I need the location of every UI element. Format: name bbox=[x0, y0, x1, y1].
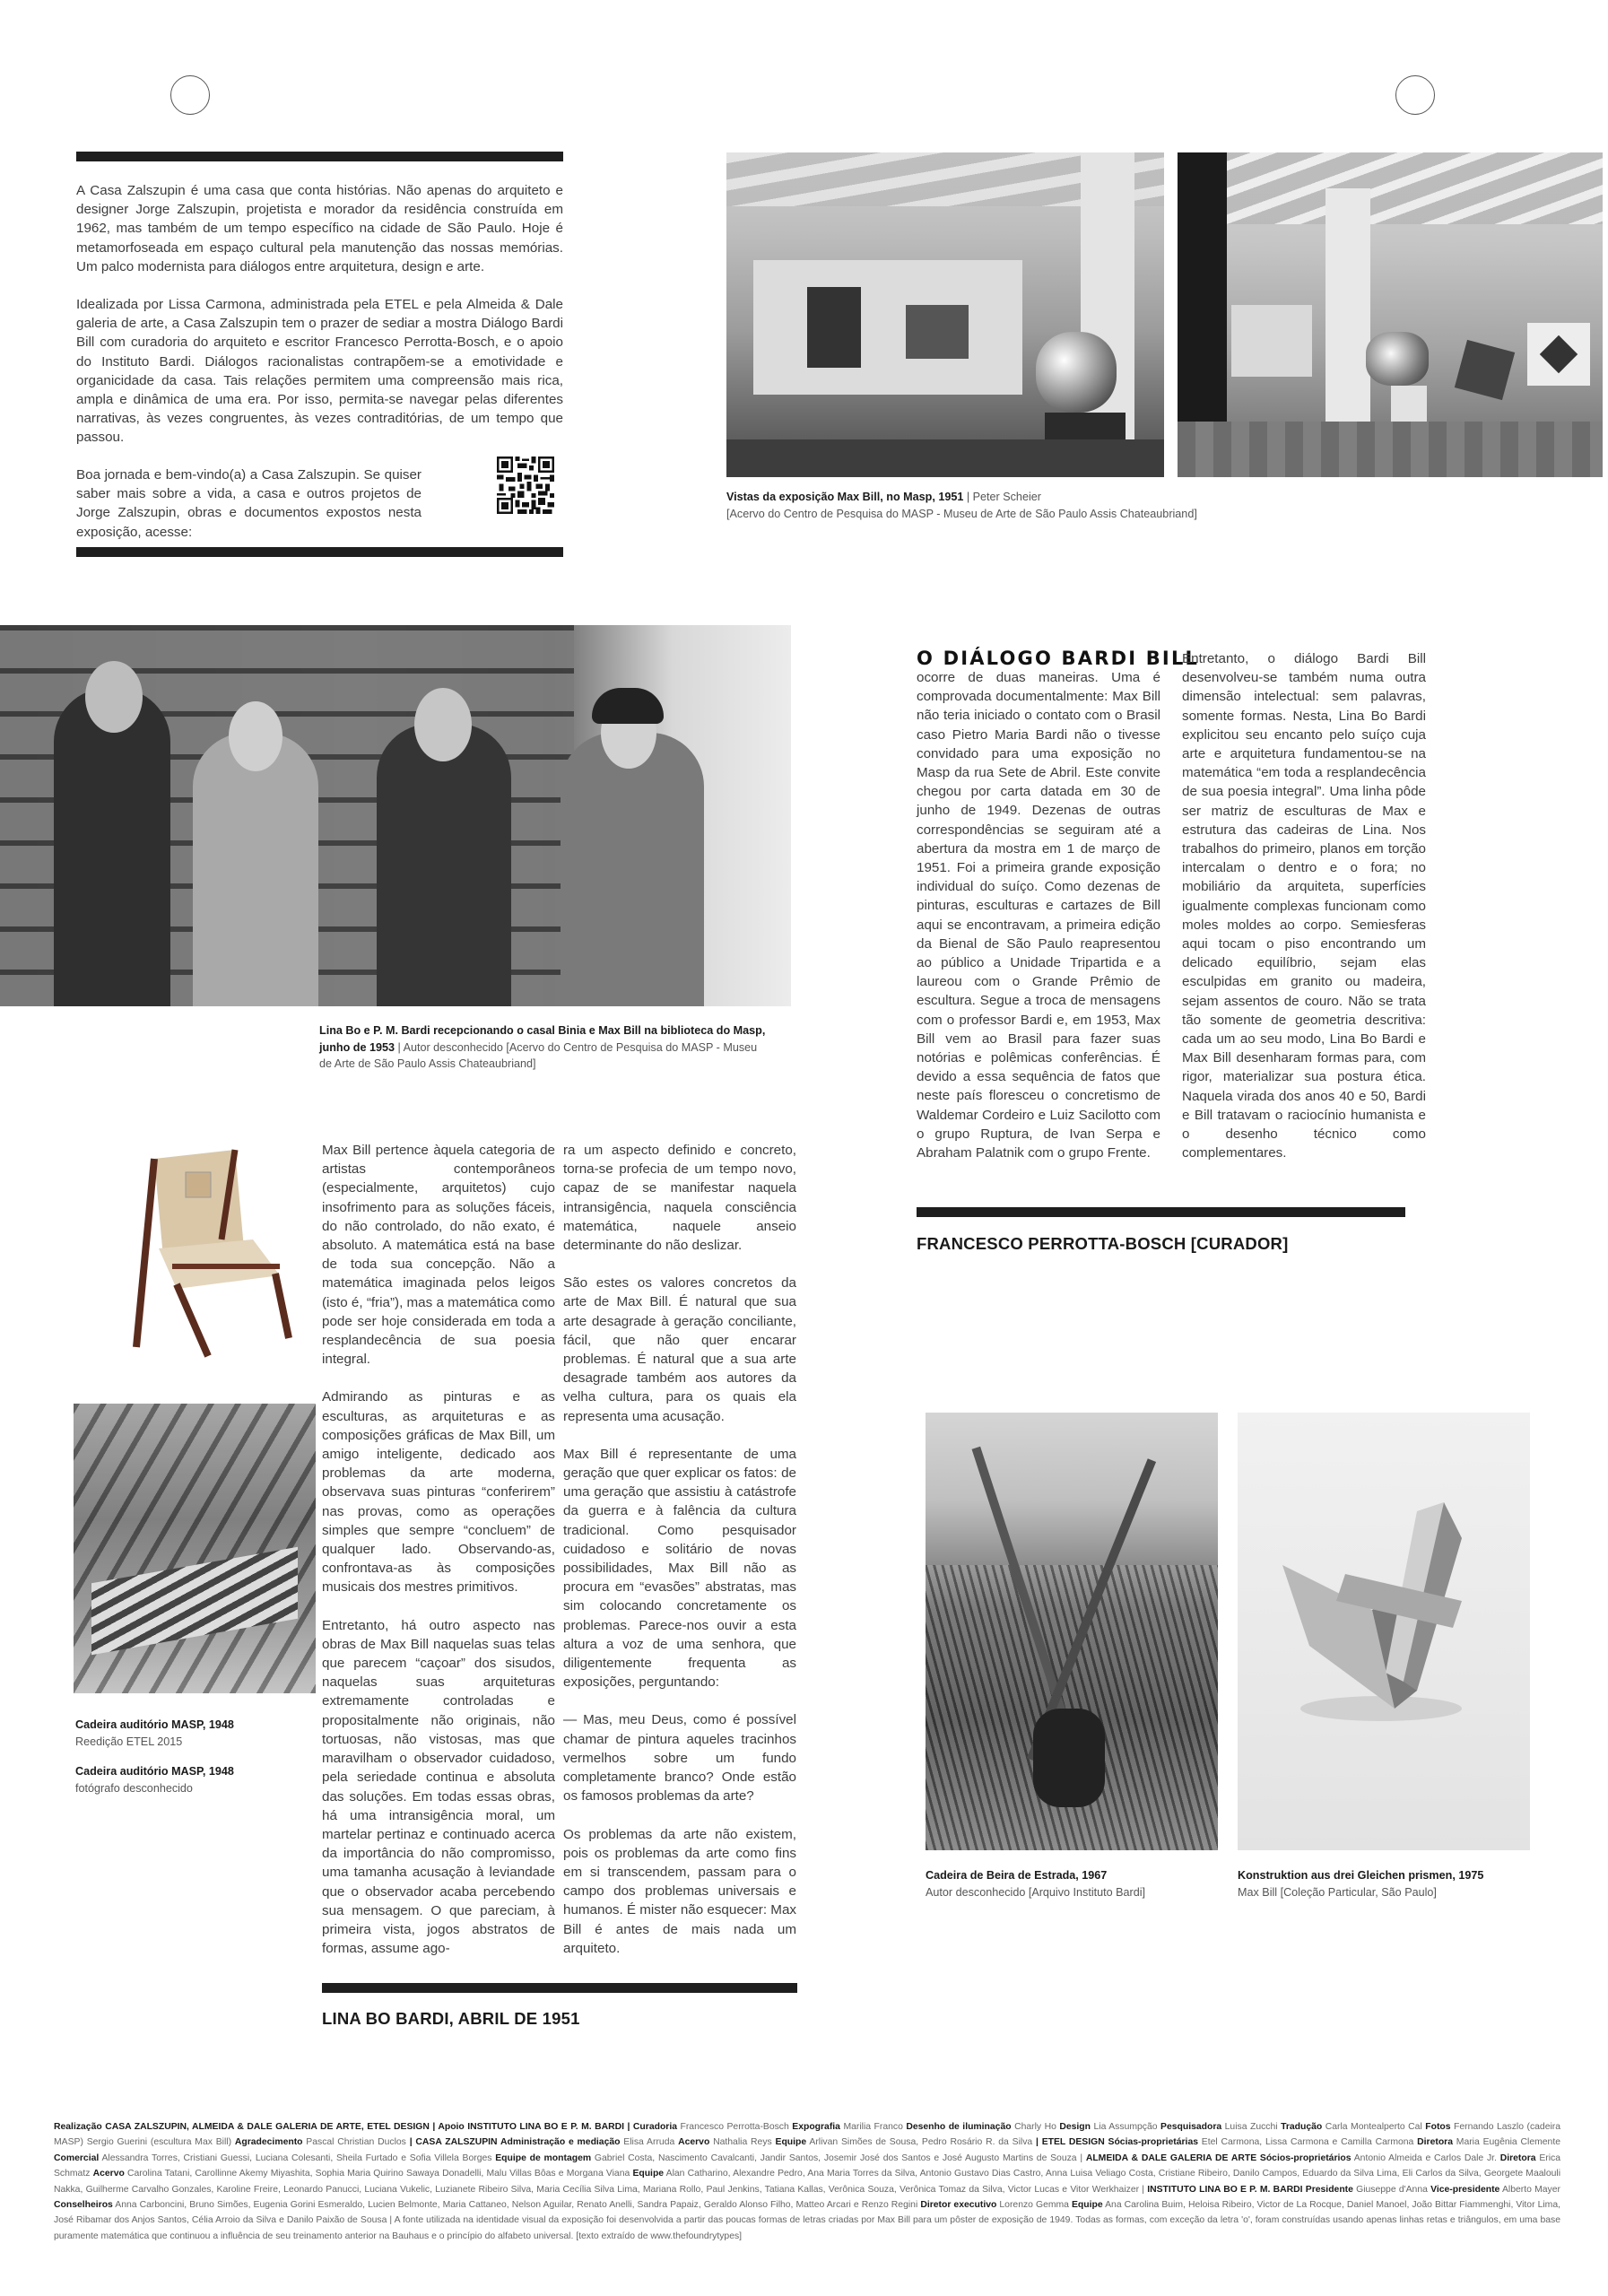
lina-essay-p2: Admirando as pinturas e as esculturas, as arquiteturas e as composições gráficas de Max Bill, um amigo inteligente, dedicado aos problemas da arte moderna, observava suas pinturas “conferirem” nas provas, como as operações simples que sempre “concluem” de qualquer lado. Observando-as, confrontava-as às composições musicais dos mestres primitivos. bbox=[322, 1389, 555, 1596]
chair-caption-1-title: Cadeira auditório MASP, 1948 bbox=[75, 1718, 234, 1731]
credit-names: Marilia Franco bbox=[839, 2122, 907, 2132]
credit-names: Elisa Arruda bbox=[620, 2137, 679, 2148]
lina-essay-p1: Max Bill pertence àquela categoria de artistas contemporâneos (especialmente, arquitetos) cujo insofrimento para as soluções fáceis, do não controlado, do não exato, é absoluto. A matemática está na base de toda sua concepção. Não a matemática imaginada pelos leigos (isto é, “fria”), mas a matemática como pode ser hoje considerada em toda a resplandecência de sua poesia integral. bbox=[322, 1143, 555, 1368]
binder-hole-right bbox=[1395, 75, 1435, 115]
sculpture-caption bbox=[1238, 1867, 1560, 1900]
credit-role: ALMEIDA & DALE GALERIA DE ARTE Sócios-proprietários bbox=[1085, 2152, 1352, 2163]
lina-essay-p6: Max Bill é representante de uma geração que quer explicar os fatos: de uma geração que assistiu à catástrofe da guerra e à falência da cultura tradicional. Como pesquisador cuidadoso e solitário de novas possibilidades, Max Bill não as procura em “evasões” abstratas, mas sim colocando concretamente os problemas. Parece-nos ouvir a esta altura a voz de uma senhora, que diligentemente frequenta as exposições, perguntando: bbox=[563, 1446, 796, 1691]
sculpture-photo bbox=[1238, 1413, 1530, 1850]
bardi-caption-author: Autor desconhecido [Acervo do Centro de Pesquisa do MASP - Museu de Arte de São Paulo Assis Chateaubriand] bbox=[319, 1040, 758, 1070]
intro-bottom-rule bbox=[76, 547, 563, 557]
lina-essay-p3: Entretanto, há outro aspecto nas obras de Max Bill naquelas suas telas que parecem “caçoar” dos sisudos, naquelas suas arquiteturas extremamente controladas e propositalmente não originais, não tortuosas, não vistosas, mas que maravilham o observador cuidadoso, pela seriedade continua e absoluta das soluções. Em todas essas obras, há uma intransigência moral, um martelar pertinaz e continuado acerca da importância do não compromisso, uma tamanha acusação à leviandade que o observador acaba percebendo sua mensagem. O que pareciam, à primeira vista, jogos abstratos de formas, assume ago- bbox=[322, 1617, 555, 1957]
credit-names: Arlivan Simões de Sousa, Pedro Rosário R. da Silva bbox=[806, 2137, 1036, 2148]
masp-exhibition-photo-1 bbox=[726, 152, 1164, 477]
intro-closing: Boa jornada e bem-vindo(a) a Casa Zalszupin. Se quiser saber mais sobre a vida, a casa e outros projetos de Jorge Zalszupin, obras e documentos expostos nesta exposição, acesse: bbox=[76, 467, 422, 540]
intro-paragraph-2: Idealizada por Lissa Carmona, administrada pela ETEL e pela Almeida & Dale galeria de arte, a Casa Zalszupin tem o prazer de sediar a mostra Diálogo Bardi Bill com curadoria do arquiteto e escritor Francesco Perrotta-Bosch, e o apoio do Instituto Bardi. Diálogos racionalistas contrapõem-se a emotividade e organicidade da casa. Tais relações permitem uma compreensão mais rica, ampla e dinâmica de uma era. Por isso, permita-se navegar pelas diferentes narrativas, às vezes congruentes, às vezes contraditórias, de um tempo que passou. bbox=[76, 297, 563, 446]
roadside-chair-title: Cadeira de Beira de Estrada, 1967 bbox=[926, 1869, 1108, 1882]
credit-names: Etel Carmona, Lissa Carmona e Camilla Carmona bbox=[1198, 2137, 1418, 2148]
credit-names: Lorenzo Gemma bbox=[996, 2200, 1072, 2211]
credit-names: Alessandra Torres, Cristiani Guessi, Luciana Colesanti, Sheila Furtado e Sofia Villela Borges bbox=[99, 2152, 496, 2163]
intro-text bbox=[76, 181, 563, 448]
credit-role: Tradução bbox=[1281, 2122, 1323, 2132]
roadside-chair-photo bbox=[926, 1413, 1218, 1850]
credit-names: Luisa Zucchi bbox=[1221, 2122, 1282, 2132]
masp-caption-title: Vistas da exposição Max Bill, no Masp, 1951 bbox=[726, 491, 964, 503]
credit-role: Design bbox=[1059, 2122, 1091, 2132]
roadside-chair-caption bbox=[926, 1867, 1213, 1900]
credit-names: Francesco Perrotta-Bosch bbox=[677, 2122, 793, 2132]
credit-names: Giuseppe d'Anna bbox=[1352, 2184, 1431, 2195]
masp-caption-source: [Acervo do Centro de Pesquisa do MASP - Museu de Arte de São Paulo Assis Chateaubriand] bbox=[726, 507, 1197, 520]
masp-exhibition-photo-2 bbox=[1178, 152, 1603, 477]
masp-chairs-stacked-photo bbox=[74, 1404, 316, 1693]
credit-role: Diretora bbox=[1417, 2137, 1453, 2148]
chair-caption-1 bbox=[75, 1717, 317, 1750]
curator-signature: FRANCESCO PERROTTA-BOSCH [CURADOR] bbox=[917, 1234, 1289, 1253]
credit-role: | ETEL DESIGN Sócias-proprietárias bbox=[1035, 2137, 1198, 2148]
chair-caption-2-title: Cadeira auditório MASP, 1948 bbox=[75, 1765, 234, 1778]
intro-top-rule bbox=[76, 152, 563, 161]
credit-names: Fernando Laszlo (cadeira MASP) Sergio Guerini (escultura Max Bill) bbox=[54, 2122, 1561, 2148]
curator-essay-headline: O DIÁLOGO BARDI BILL bbox=[917, 648, 1200, 669]
lina-essay-p4: ra um aspecto definido e concreto, torna-se profecia de um tempo novo, capaz de se manifestar naquela intransigência, naquela consciência matemática, naquele anseio determinante do não deslizar. bbox=[563, 1143, 796, 1254]
credit-role: Acervo bbox=[92, 2169, 125, 2179]
lina-essay-p8: Os problemas da arte não existem, pois os problemas da arte como fins em si transcendem, passam para o campo dos problemas universais e humanos. É mister não esquecer: Max Bill é antes de mais nada um arquiteto. bbox=[563, 1826, 796, 1956]
chair-caption-2 bbox=[75, 1763, 317, 1796]
credit-names: Nathalia Reys bbox=[709, 2137, 776, 2148]
credit-role: Fotos bbox=[1425, 2122, 1451, 2132]
credit-names: Alberto Mayer bbox=[1499, 2184, 1560, 2195]
binder-hole-left bbox=[170, 75, 210, 115]
credit-names: Antonio Almeida e Carlos Dale Jr. bbox=[1351, 2152, 1500, 2163]
curator-essay-col1: ocorre de duas maneiras. Uma é comprovada documentalmente: Max Bill não teria iniciado o contato com o Brasil caso Pietro Maria Bardi não o tivesse convidado para uma exposição no Masp da rua Sete de Abril. Este convite chegou por carta datada em 30 de junho de 1949. Dezenas de outras correspondências se seguiram até a abertura da mostra em 1 de março de 1951. Foi a primeira grande exposição individual do suíço. Como dezenas de pinturas, esculturas e cartazes de Bill aqui se encontravam, a primeira edição da Bienal de São Paulo reapresentou ao público a Unidade Tripartida e a laureou com o Grande Prêmio de escultura. Segue a troca de mensagens com o professor Bardi e, em 1953, Max Bill vem ao Brasil para fazer suas notórias e polêmicas conferências. É devido a essa sequência de fatos que neste país floresceu o concretismo de Waldemar Cordeiro e Luiz Sacilotto com o grupo Ruptura, de Ivan Serpa e Abraham Palatnik com o grupo Frente. bbox=[917, 670, 1160, 1161]
masp-photos-caption: Vistas da exposição Max Bill, no Masp, 1951 | Peter Scheier [Acervo do Centro de Pesquisa do MASP - Museu de Arte de São Paulo Assis Chateaubriand] bbox=[726, 489, 1408, 522]
chair-caption-2-sub: fotógrafo desconhecido bbox=[75, 1781, 193, 1795]
credit-names: Maria Eugênia Clemente bbox=[1452, 2137, 1560, 2148]
curator-signature-rule bbox=[917, 1207, 1405, 1217]
credit-names: Pascal Christian Duclos bbox=[302, 2137, 410, 2148]
credit-role: Equipe bbox=[1072, 2200, 1103, 2211]
credit-role: Conselheiros bbox=[54, 2200, 113, 2211]
credit-role: Vice-presidente bbox=[1430, 2184, 1500, 2195]
credit-names: Charly Ho bbox=[1011, 2122, 1060, 2132]
credit-role: Equipe bbox=[632, 2169, 665, 2179]
credit-names: Anna Carboncini, Bruno Simões, Eugenia Gorini Esmeraldo, Lucien Belmonte, Maria Cattaneo, Nelson Aguilar, Renato Anelli, Sandra Papaiz, Geraldo Alonso Filho, Matteo Arcari e Renzo Regini bbox=[112, 2200, 921, 2211]
lina-essay-col2 bbox=[563, 1141, 796, 1958]
bardi-bill-library-photo bbox=[0, 625, 791, 1006]
credit-role: Expografia bbox=[792, 2122, 840, 2132]
credit-role: Diretora bbox=[1499, 2152, 1536, 2163]
credit-role: Diretor executivo bbox=[920, 2200, 997, 2211]
curator-essay-col2: Entretanto, o diálogo Bardi Bill desenvolveu-se também numa outra dimensão intelectual: sem palavras, somente formas. Nesta, Lina Bo Bardi explicitou seu encanto pelo suíço cuja arte e arquitetura fundamentou-se na matemática “em toda a resplandecência de sua poesia integral”. Uma linha pôde ser matriz de esculturas de Max e estrutura das cadeiras de Lina. Nos trabalhos do primeiro, planos em torção intercalam o dentro e o fora; no mobiliário da arquiteta, superfícies igualmente complexas funcionam como moles moldes ao corpo. Semiesferas aqui tocam o piso encontrando um delicado equilíbrio, sejam elas esculpidas em granito ou madeira, sejam assentos de couro. Não se trata tão somente de geometria descritiva: cada um ao seu modo, Lina Bo Bardi e Max Bill desenharam formas para, com rigor, materializar sua postura ética. Naquela virada dos anos 40 e 50, Bardi e Bill tratavam o raciocínio humanista e o desenho técnico como complementares. bbox=[1182, 651, 1426, 1161]
credit-role: Acervo bbox=[678, 2137, 710, 2148]
credit-role: INSTITUTO LINA BO E P. M. BARDI Presidente bbox=[1147, 2184, 1353, 2195]
lina-essay-col1 bbox=[322, 1141, 555, 1958]
credit-names: Lia Assumpção bbox=[1091, 2122, 1161, 2132]
sculpture-sub: Max Bill [Coleção Particular, São Paulo] bbox=[1238, 1885, 1437, 1899]
credit-role: Realização CASA ZALSZUPIN, ALMEIDA & DALE GALERIA DE ARTE, ETEL DESIGN | Apoio INSTITUTO LINA BO E P. M. BARDI | Curadoria bbox=[54, 2122, 678, 2132]
credit-role: Agradecimento bbox=[234, 2137, 303, 2148]
lina-signature: LINA BO BARDI, ABRIL DE 1951 bbox=[322, 2009, 580, 2028]
lina-signature-rule bbox=[322, 1983, 797, 1993]
qr-code-icon[interactable] bbox=[497, 457, 554, 514]
credit-role: | CASA ZALSZUPIN Administração e mediação bbox=[409, 2137, 621, 2148]
sculpture-title: Konstruktion aus drei Gleichen prismen, 1975 bbox=[1238, 1869, 1484, 1882]
credit-names: Erica Schmatz bbox=[54, 2152, 1561, 2179]
lina-essay-p7: — Mas, meu Deus, como é possível chamar de pintura aqueles tracinhos vermelhos sobre um fundo completamente branco? Onde estão os famosos problemas da arte? bbox=[563, 1712, 796, 1805]
lina-essay-p5: São estes os valores concretos da arte de Max Bill. É natural que sua arte desagrade à geração conciliante, fácil, que não quer encarar problemas. É natural que a sua arte desagrade também aos autores da velha cultura, para os quais ela representa uma acusação. bbox=[563, 1275, 796, 1424]
intro-paragraph-1: A Casa Zalszupin é uma casa que conta histórias. Não apenas do arquiteto e designer Jorge Zalszupin, projetista e morador da residência construída em 1962, mas também de um tempo específico na cidade de São Paulo. Hoje é metamorfoseada em espaço cultural pela manutenção das nossas memórias. Um palco modernista para diálogos entre arquitetura, design e arte. bbox=[76, 183, 563, 274]
credit-role: Equipe bbox=[775, 2137, 807, 2148]
credit-role: Comercial bbox=[54, 2152, 100, 2163]
credit-names: Carla Montealperto Cal bbox=[1322, 2122, 1426, 2132]
credit-names: Gabriel Costa, Nascimento Cavalcanti, Jandir Santos, Josemir José dos Santos e José Augusto Martins de Souza | bbox=[591, 2152, 1086, 2163]
exhibition-credits bbox=[54, 2119, 1560, 2244]
credit-names: Carolina Tatani, Carollinne Akemy Miyashita, Sophia Maria Quirino Sawaya Donadelli, Malu Villas Bôas e Morgana Viana bbox=[124, 2169, 633, 2179]
bardi-caption-title: Lina Bo e P. M. Bardi recepcionando o casal Binia e Max Bill na biblioteca do Masp, junho de 1953 bbox=[319, 1024, 766, 1054]
chair-caption-1-sub: Reedição ETEL 2015 bbox=[75, 1735, 183, 1748]
bardi-photo-caption: Lina Bo e P. M. Bardi recepcionando o casal Binia e Max Bill na biblioteca do Masp, junho de 1953 | Autor desconhecido [Acervo do Centro de Pesquisa do MASP - Museu de Arte de São Paulo Assis Chateaubriand] bbox=[319, 1024, 766, 1070]
credit-names: Ana Carolina Buim, Heloisa Ribeiro, Victor de La Rocque, Daniel Manoel, João Bittar Fiammenghi, Vitor Lima, José Ribamar dos Anjos Santos, Célia Arroio da Silva e Danilo Paixão de Sousa | A fonte utilizada na identidade visual da exposição foi desenvolvida a partir das poucas formas de letras criadas por Max Bill para um pôster de exposição de 1949. Todas as formas, com exceção da letra 'o', foram construídas usando apenas linhas retas e triângulos, em uma base puramente matemática que continuou a influência de seu treinamento anterior na Bauhaus e o princípio do alfabeto universal. [texto extraído de www.thefoundrytypes] bbox=[54, 2200, 1560, 2241]
credit-role: Desenho de iluminação bbox=[906, 2122, 1012, 2132]
masp-caption-author: Peter Scheier bbox=[972, 491, 1041, 503]
credit-role: Equipe de montagem bbox=[495, 2152, 592, 2163]
credit-names: Alan Catharino, Alexandre Pedro, Ana Maria Torres da Silva, Antonio Gustavo Dias Castro, Anna Luisa Veliago Costa, Cristiane Ribeiro, Danilo Campos, Eduardo da Silva Lima, Eli Carlos da Silva, Georgete Maalouli Nakka, Guilherme Carvalho Gonzales, Karoline Freire, Leonardo Panucci, Luciana Vukelic, Luzianete Ribeiro Silva, Maria Cecília Silva Lima, Mariana Rollo, Paul Jenkins, Tatiana Kallas, Verônica Souza, Verônica Tomaz da Silva, Victor Lucas e Vitor Werkhaizer | bbox=[54, 2169, 1561, 2195]
credit-role: Pesquisadora bbox=[1160, 2122, 1222, 2132]
masp-chair-photo bbox=[74, 1132, 316, 1365]
roadside-chair-sub: Autor desconhecido [Arquivo Instituto Bardi] bbox=[926, 1885, 1146, 1899]
